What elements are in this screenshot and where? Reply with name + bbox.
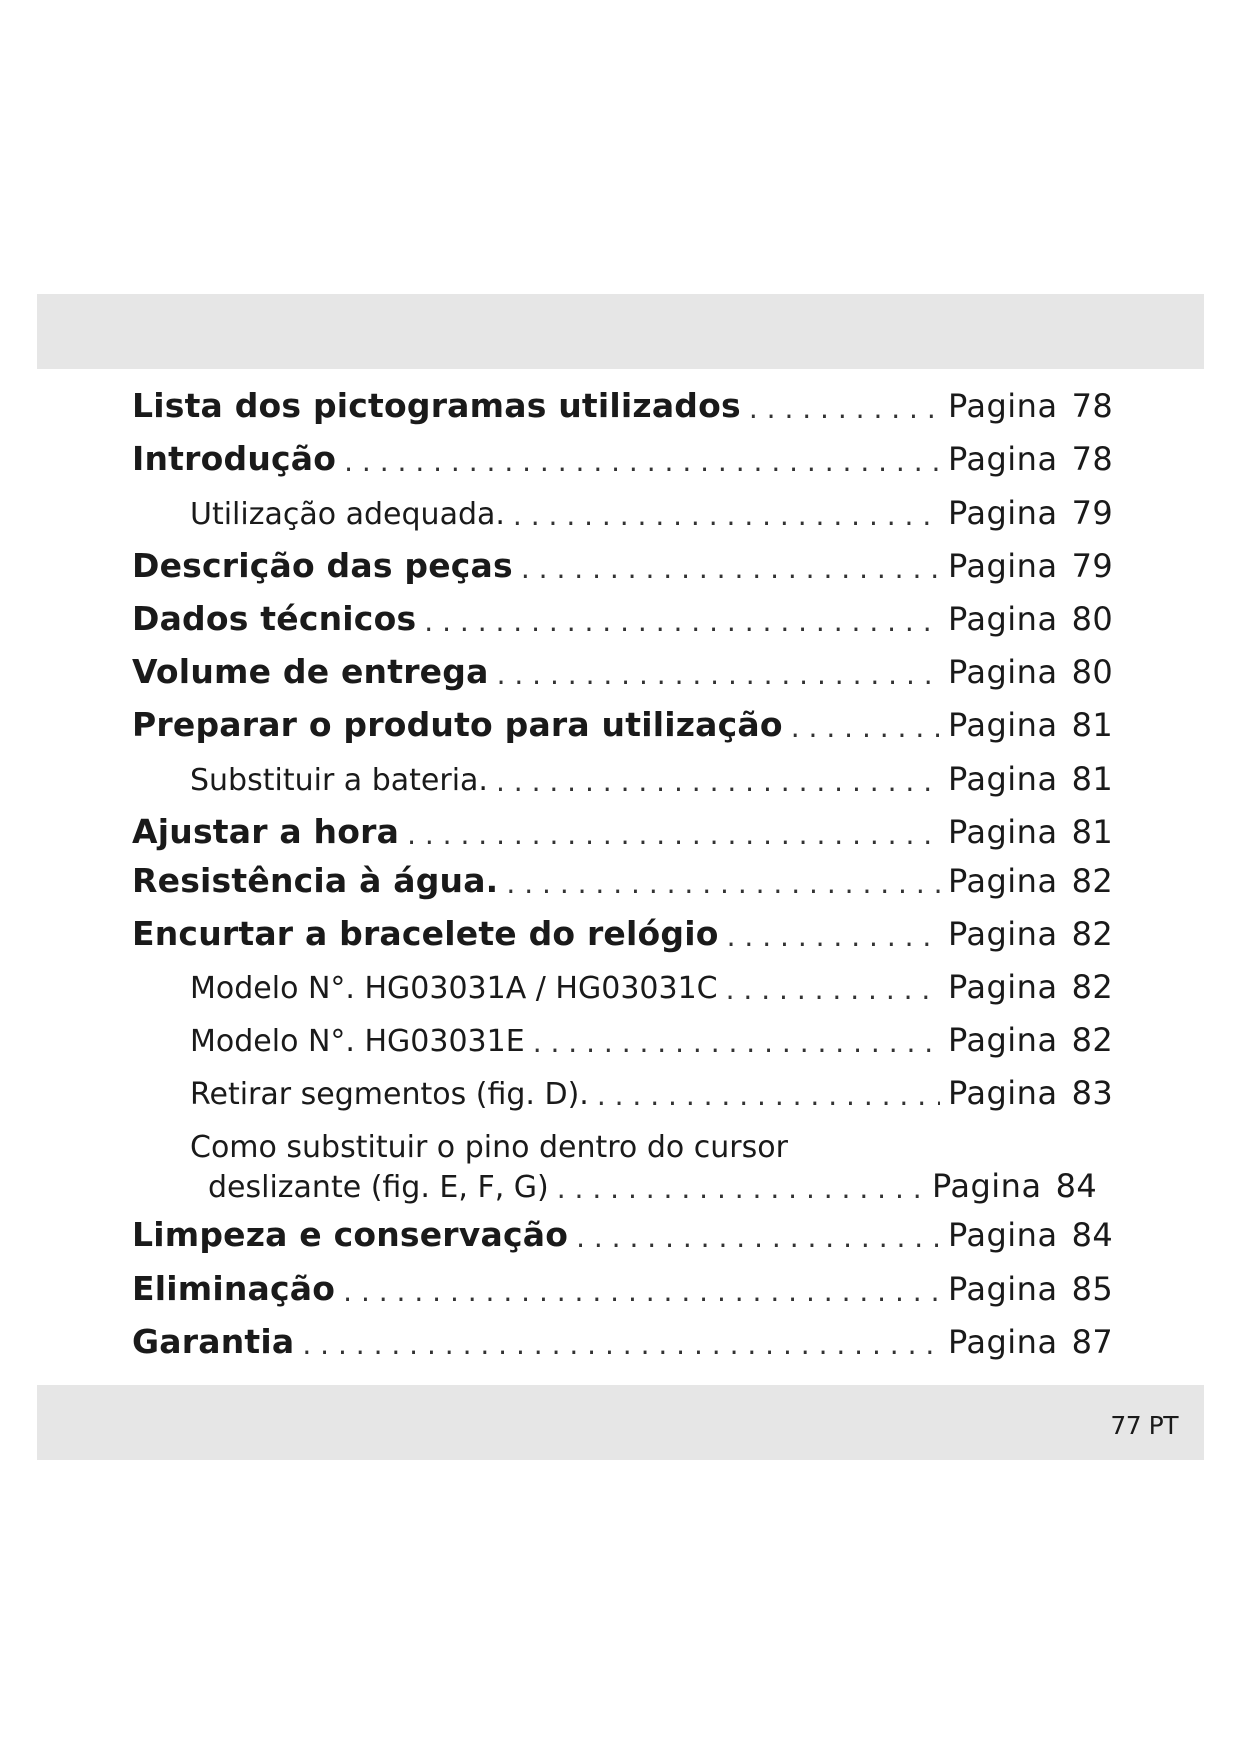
- toc-subentry[interactable]: [132, 486, 1114, 539]
- toc-entry-page: Pagina 87: [948, 1322, 1114, 1361]
- toc-entry-page: Pagina 78: [948, 440, 1114, 479]
- toc-entry[interactable]: [132, 859, 1114, 908]
- dot-leader: [791, 711, 940, 752]
- toc-entry-page: Pagina 81: [948, 812, 1114, 851]
- toc-entry-page: Pagina 85: [948, 1269, 1114, 1308]
- toc-entry-title: Limpeza e conservação: [132, 1215, 569, 1255]
- toc-entry-title: Resistência à água.: [132, 860, 499, 900]
- toc-subentry[interactable]: [132, 1067, 1114, 1120]
- dot-leader: [424, 605, 940, 646]
- toc-entry-page: Pagina 79: [948, 546, 1114, 585]
- header-band: [37, 294, 1204, 369]
- dot-leader: [302, 1328, 940, 1369]
- dot-leader: [726, 973, 940, 1014]
- toc-entry-page: Pagina 80: [948, 599, 1114, 638]
- toc-entry-title: Garantia: [132, 1321, 295, 1361]
- toc-entry[interactable]: [132, 540, 1114, 593]
- toc-subentry[interactable]: [132, 961, 1114, 1014]
- toc-entry-title: Encurtar a bracelete do relógio: [132, 913, 719, 953]
- toc-entry-title: Como substituir o pino dentro do cursor: [190, 1130, 788, 1166]
- toc-entry-page: Pagina 82: [948, 914, 1114, 953]
- toc-entry[interactable]: [132, 646, 1114, 699]
- dot-leader: [513, 499, 940, 540]
- toc-entry-page: Pagina 80: [948, 653, 1114, 692]
- dot-leader: [407, 818, 940, 859]
- dot-leader: [533, 1026, 940, 1067]
- dot-leader: [344, 445, 940, 486]
- toc-entry-title: Substituir a bateria.: [190, 762, 488, 798]
- toc-entry-title: Descrição das peças: [132, 545, 513, 585]
- footer-band: [37, 1385, 1204, 1460]
- dot-leader: [497, 658, 940, 699]
- toc-entry-page: Pagina 82: [948, 861, 1114, 900]
- toc-entry-title: Ajustar a hora: [132, 811, 400, 851]
- toc-entry-page: Pagina 84: [948, 1216, 1114, 1255]
- toc-entry-title: Volume de entrega: [132, 652, 489, 692]
- toc-entry-page: Pagina 81: [948, 759, 1114, 798]
- toc-entry-page: Pagina 82: [948, 968, 1114, 1007]
- toc-entry-page: Pagina 84: [932, 1167, 1098, 1206]
- toc-entry-page: Pagina 78: [948, 387, 1114, 426]
- toc-entry-title: Preparar o produto para utilização: [132, 705, 783, 745]
- toc-entry[interactable]: [132, 908, 1114, 961]
- dot-leader: [496, 765, 940, 806]
- toc-subentry[interactable]: [132, 752, 1114, 805]
- toc-entry-title: deslizante (fig. E, F, G): [208, 1170, 549, 1206]
- dot-leader: [506, 867, 940, 908]
- dot-leader: [557, 1172, 924, 1213]
- toc-entry-title: Eliminação: [132, 1268, 336, 1308]
- toc-entry-title: Modelo N°. HG03031A / HG03031C: [190, 971, 718, 1007]
- table-of-contents: [132, 380, 1114, 1369]
- toc-entry-page: Pagina 81: [948, 706, 1114, 745]
- toc-subentry[interactable]: [132, 1167, 1098, 1213]
- toc-entry-title: Introdução: [132, 439, 337, 479]
- toc-entry[interactable]: [132, 1213, 1114, 1262]
- toc-entry[interactable]: [132, 1316, 1114, 1369]
- dot-leader: [597, 1079, 940, 1120]
- toc-subentry[interactable]: [132, 1014, 1114, 1067]
- toc-entry[interactable]: [132, 806, 1114, 859]
- dot-leader: [576, 1221, 940, 1262]
- toc-entry[interactable]: [132, 593, 1114, 646]
- toc-entry[interactable]: [132, 380, 1114, 433]
- toc-entry-title: Dados técnicos: [132, 598, 417, 638]
- toc-entry[interactable]: [132, 433, 1114, 486]
- toc-subentry-line1[interactable]: [132, 1120, 1108, 1171]
- dot-leader: [521, 552, 940, 593]
- toc-entry-title: Lista dos pictogramas utilizados: [132, 386, 741, 426]
- toc-entry-page: Pagina 82: [948, 1021, 1114, 1060]
- page-number-label: 77 PT: [1110, 1411, 1178, 1440]
- toc-entry-page: Pagina 83: [948, 1074, 1114, 1113]
- toc-entry-title: Retirar segmentos (fig. D).: [190, 1077, 589, 1113]
- toc-entry-title: Utilização adequada.: [190, 496, 505, 532]
- toc-entry-page: Pagina 79: [948, 493, 1114, 532]
- dot-leader: [343, 1275, 940, 1316]
- toc-entry[interactable]: [132, 1262, 1114, 1315]
- dot-leader: [749, 392, 940, 433]
- dot-leader: [727, 920, 940, 961]
- toc-entry[interactable]: [132, 699, 1114, 752]
- toc-entry-title: Modelo N°. HG03031E: [190, 1024, 525, 1060]
